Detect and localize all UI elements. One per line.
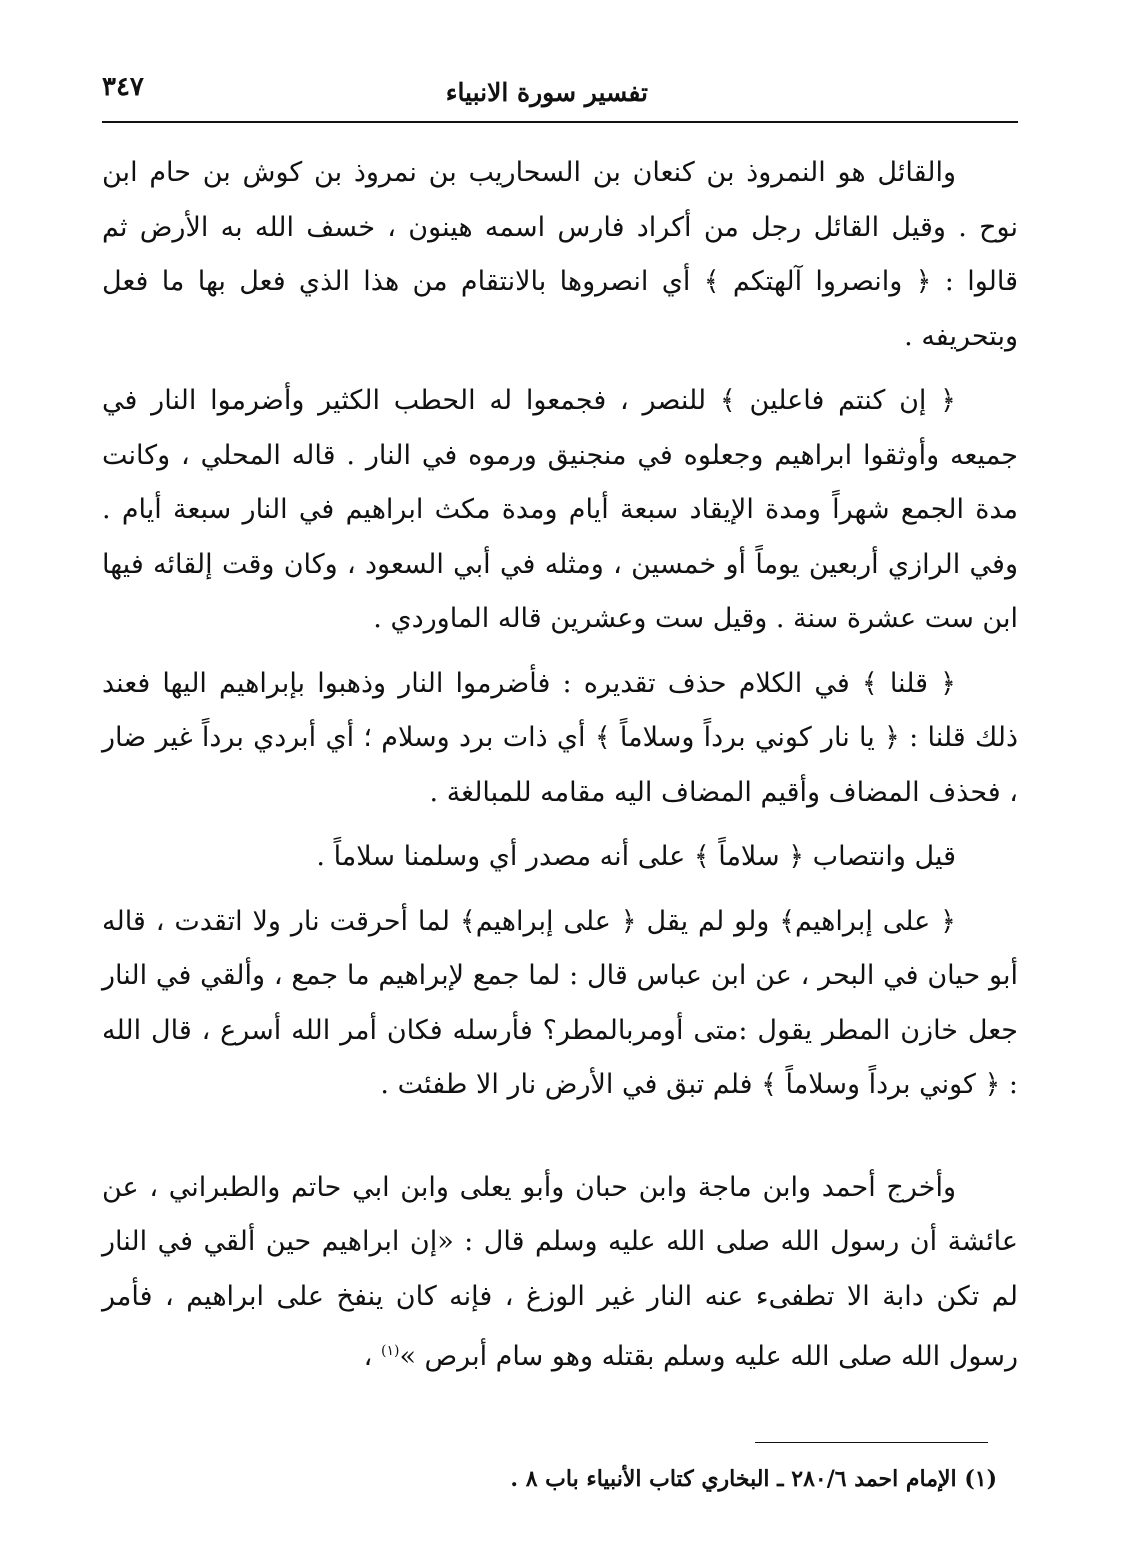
paragraph-1: والقائل هو النمروذ بن كنعان بن السحاريب بن نمروذ بن كوش بن حام ابن نوح . وقيل القائل رجل من أكراد فارس اسمه هينون ، خسف الله به الأرض ثم قالوا : ﴿ وانصروا آلهتكم ﴾ أي انصروها بالانتقام من هذا الذي فعل بها ما فعل وبتحريفه . bbox=[102, 157, 1018, 352]
header-title: تفسير سورة الانبياء bbox=[445, 78, 648, 107]
paragraph-5: ﴿ على إبراهيم﴾ ولو لم يقل ﴿ على إبراهيم﴾ لما أحرقت نار ولا اتقدت ، قاله أبو حيان في البحر ، عن ابن عباس قال : لما جمع لإبراهيم ما جمع ، وألقي في النار جعل خازن المطر يقول :متى أومربالمطر؟ فأرسله فكان أمر الله أسرع ، قال الله : ﴿ كوني برداً وسلاماً ﴾ فلم تبق في الأرض نار الا طفئت . bbox=[102, 905, 1018, 1100]
paragraph-6 bbox=[102, 1161, 1018, 1385]
footnote-marker: (١) bbox=[380, 1343, 400, 1359]
paragraph-6-text: وأخرج أحمد وابن ماجة وابن حبان وأبو يعلى وابن ابي حاتم والطبراني ، عن عائشة أن رسول الله صلى الله عليه وسلم قال : «إن ابراهيم حين ألقي في النار لم تكن دابة الا تطفىء عنه النار غير الوزغ ، فإنه كان ينفخ على ابراهيم ، فأمر رسول الله صلى الله عليه وسلم بقتله وهو سام أبرص » bbox=[102, 1171, 1018, 1372]
paragraph-4: قيل وانتصاب ﴿ سلاماً ﴾ على أنه مصدر أي وسلمنا سلاماً . bbox=[316, 841, 956, 872]
paragraph-6-tail: ، bbox=[363, 1341, 381, 1372]
paragraph-3: ﴿ قلنا ﴾ في الكلام حذف تقديره : فأضرموا النار وذهبوا بإبراهيم اليها فعند ذلك قلنا : ﴿ يا نار كوني برداً وسلاماً ﴾ أي ذات برد وسلام ؛ أي أبردي برداً غير ضار ، فحذف المضاف وأقيم المضاف اليه مقامه للمبالغة . bbox=[102, 667, 1018, 808]
header-rule bbox=[102, 121, 1018, 123]
footnote-rule bbox=[755, 1442, 988, 1443]
body-text bbox=[102, 146, 1018, 1385]
paragraph-2: ﴿ إن كنتم فاعلين ﴾ للنصر ، فجمعوا له الحطب الكثير وأضرموا النار في جميعه وأوثقوا ابراهيم وجعلوه في منجنيق ورموه في النار . قاله المحلي ، وكانت مدة الجمع شهراً ومدة الإيقاد سبعة أيام ومدة مكث ابراهيم في النار سبعة أيام . وفي الرازي أربعين يوماً أو خمسين ، ومثله في أبي السعود ، وكان وقت إلقائه فيها ابن ست عشرة سنة . وقيل ست وعشرين قاله الماوردي . bbox=[102, 385, 1018, 634]
running-header bbox=[102, 68, 1018, 118]
footnote: (١) الإمام احمد ٢٨٠/٦ ـ البخاري كتاب الأنبياء باب ٨ . bbox=[510, 1466, 997, 1492]
page-number: ٣٤٧ bbox=[102, 72, 144, 102]
